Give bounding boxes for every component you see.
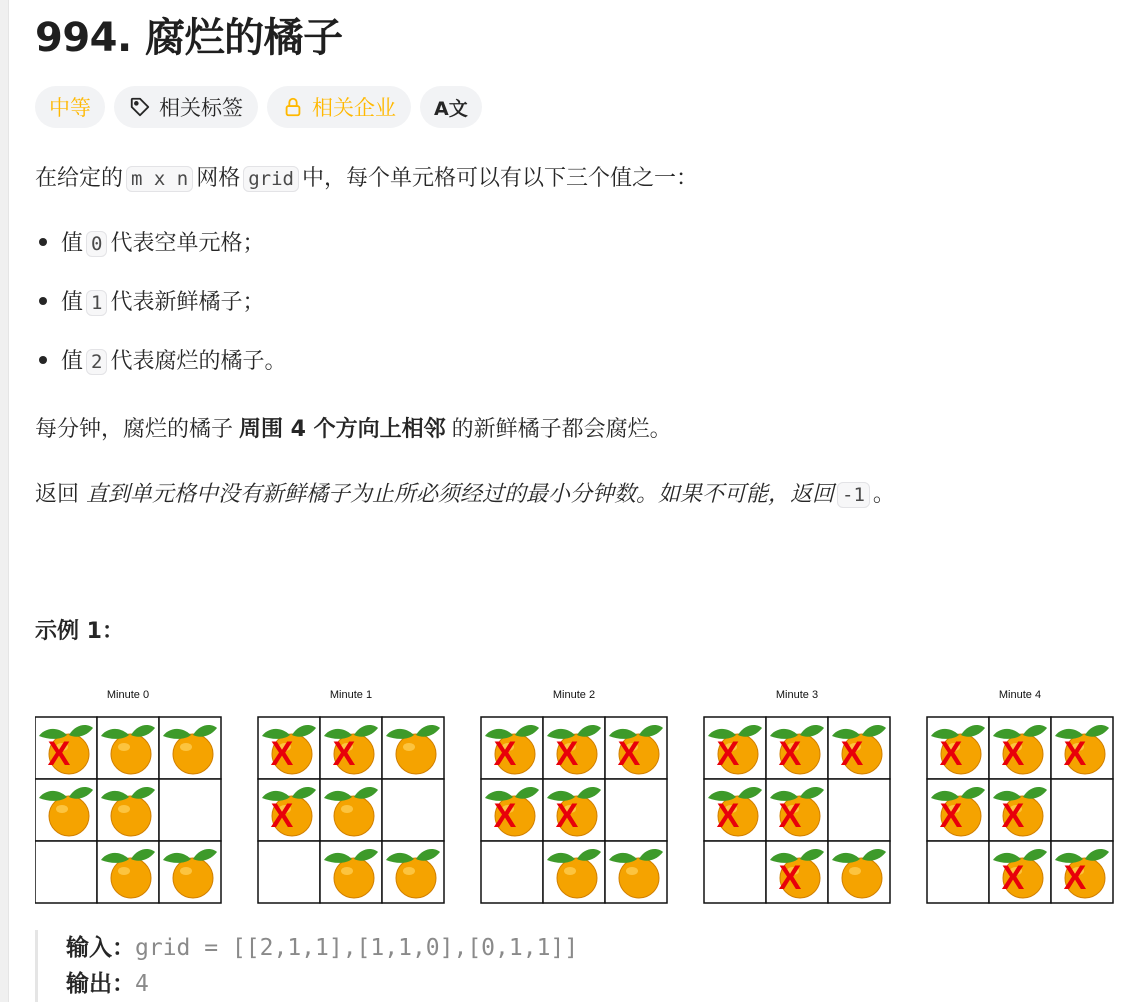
rot-x-mark: X bbox=[270, 734, 294, 773]
example-io-block bbox=[35, 930, 578, 1002]
output-line bbox=[66, 966, 578, 1002]
grid-cell bbox=[159, 779, 221, 841]
bullet-text: 代表空单元格； bbox=[110, 231, 265, 256]
rot-x-mark: X bbox=[1001, 858, 1025, 897]
rot-x-mark: X bbox=[778, 796, 802, 835]
output-value: 4 bbox=[135, 971, 149, 997]
grid-cell bbox=[1051, 779, 1113, 841]
related-companies-button[interactable] bbox=[267, 86, 411, 128]
rot-x-mark: X bbox=[1063, 858, 1087, 897]
bullet-dot bbox=[39, 297, 47, 305]
rule-text-2: 的新鲜橘子都会腐烂。 bbox=[451, 417, 672, 442]
rule-paragraph bbox=[35, 414, 672, 446]
tag-icon bbox=[129, 96, 151, 118]
code-value: 2 bbox=[86, 349, 107, 375]
rot-x-mark: X bbox=[493, 796, 517, 835]
difficulty-label: 中等 bbox=[49, 96, 91, 120]
output-label: 输出： bbox=[66, 971, 135, 997]
rot-x-mark: X bbox=[778, 858, 802, 897]
list-item bbox=[35, 346, 286, 378]
input-value: grid = [[2,1,1],[1,1,0],[0,1,1]] bbox=[135, 935, 579, 961]
list-item bbox=[35, 228, 264, 260]
rot-x-mark: X bbox=[939, 796, 963, 835]
grid-cell bbox=[481, 841, 543, 903]
minute-panel bbox=[927, 689, 1113, 903]
rot-x-mark: X bbox=[493, 734, 517, 773]
rule-text-1: 每分钟，腐烂的橘子 bbox=[35, 417, 234, 442]
panel-label: Minute 0 bbox=[106, 689, 150, 701]
rot-x-mark: X bbox=[716, 734, 740, 773]
left-divider bbox=[0, 0, 9, 1002]
rot-x-mark: X bbox=[1063, 734, 1087, 773]
minute-panel bbox=[704, 689, 890, 903]
related-tags-label: 相关标签 bbox=[159, 96, 243, 120]
grid-cell bbox=[35, 841, 97, 903]
rule-bold: 周围 4 个方向上相邻 bbox=[239, 417, 446, 442]
intro-paragraph bbox=[35, 163, 698, 195]
rot-x-mark: X bbox=[840, 734, 864, 773]
problem-title[interactable]: 994. 腐烂的橘子 bbox=[35, 15, 343, 61]
rot-x-mark: X bbox=[332, 734, 356, 773]
minute-panel bbox=[258, 689, 444, 903]
return-text-2: 。 bbox=[872, 482, 895, 507]
related-tags-button[interactable] bbox=[114, 86, 258, 128]
bullet-prefix: 值 bbox=[61, 231, 84, 256]
rot-x-mark: X bbox=[555, 796, 579, 835]
rot-x-mark: X bbox=[270, 796, 294, 835]
grid-cell bbox=[828, 779, 890, 841]
grid-cell bbox=[382, 779, 444, 841]
translate-button[interactable] bbox=[420, 86, 482, 128]
panel-label: Minute 3 bbox=[775, 689, 819, 701]
difficulty-badge bbox=[35, 86, 105, 128]
example-title: 示例 1： bbox=[35, 619, 124, 644]
code-value: 1 bbox=[86, 290, 107, 316]
panel-label: Minute 2 bbox=[552, 689, 596, 701]
minute-panel bbox=[35, 689, 221, 903]
intro-text-2: 网格 bbox=[196, 166, 241, 191]
rot-x-mark: X bbox=[939, 734, 963, 773]
input-label: 输入： bbox=[66, 935, 135, 961]
bullet-text: 代表新鲜橘子； bbox=[110, 290, 265, 315]
bullet-dot bbox=[39, 238, 47, 246]
bullet-prefix: 值 bbox=[61, 349, 84, 374]
bullet-prefix: 值 bbox=[61, 290, 84, 315]
rot-x-mark: X bbox=[617, 734, 641, 773]
bullet-text: 代表腐烂的橘子。 bbox=[110, 349, 287, 374]
code-minus-one: -1 bbox=[837, 482, 870, 508]
grid-cell bbox=[258, 841, 320, 903]
panel-label: Minute 4 bbox=[998, 689, 1042, 701]
code-grid: grid bbox=[243, 166, 299, 192]
grid-cell bbox=[704, 841, 766, 903]
minute-panel bbox=[481, 689, 667, 903]
bullet-dot bbox=[39, 356, 47, 364]
intro-text-3: 中，每个单元格可以有以下三个值之一： bbox=[302, 166, 699, 191]
list-item bbox=[35, 287, 264, 319]
example-figure bbox=[35, 683, 1115, 905]
rot-x-mark: X bbox=[1001, 734, 1025, 773]
rot-x-mark: X bbox=[47, 734, 71, 773]
panel-label: Minute 1 bbox=[329, 689, 373, 701]
grid-cell bbox=[927, 841, 989, 903]
intro-text-1: 在给定的 bbox=[35, 166, 124, 191]
rot-x-mark: X bbox=[1001, 796, 1025, 835]
tag-row bbox=[35, 86, 482, 128]
input-line bbox=[66, 930, 578, 966]
lock-icon bbox=[282, 96, 304, 118]
return-text-1: 返回 bbox=[35, 482, 80, 507]
return-italic: 直到单元格中没有新鲜橘子为止所必须经过的最小分钟数。如果不可能，返回 bbox=[86, 482, 835, 507]
return-paragraph bbox=[35, 479, 895, 511]
rot-x-mark: X bbox=[778, 734, 802, 773]
rot-x-mark: X bbox=[555, 734, 579, 773]
translate-icon: A文 bbox=[434, 97, 468, 120]
code-value: 0 bbox=[86, 231, 107, 257]
grid-cell bbox=[605, 779, 667, 841]
related-companies-label: 相关企业 bbox=[312, 96, 396, 120]
code-mxn: m x n bbox=[126, 166, 193, 192]
rot-x-mark: X bbox=[716, 796, 740, 835]
